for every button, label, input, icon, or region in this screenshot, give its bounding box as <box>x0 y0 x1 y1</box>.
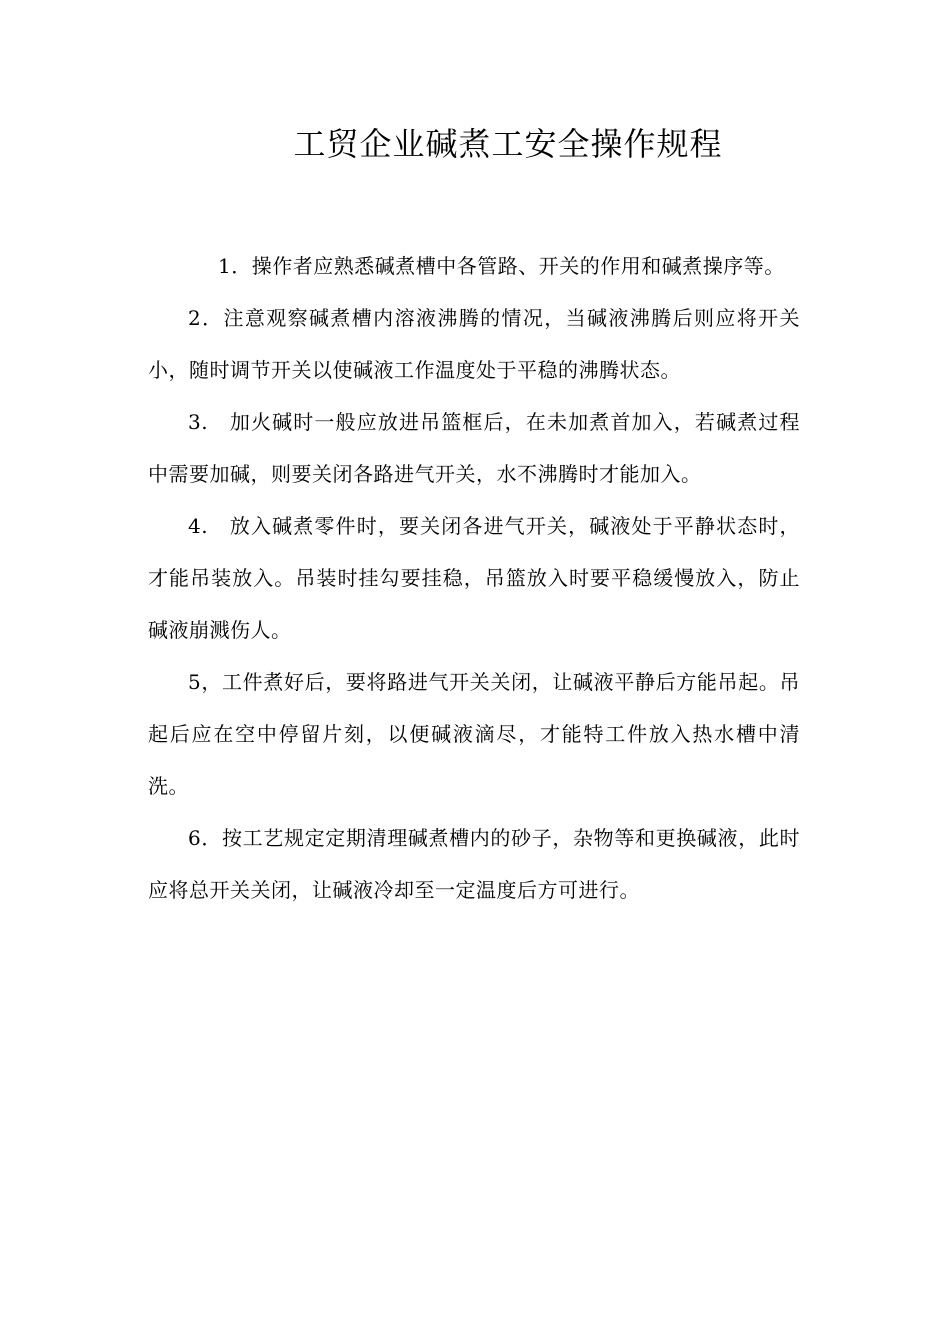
paragraph-4: 4. 放入碱煮零件时，要关闭各进气开关，碱液处于平静状态时，才能吊装放入。吊装时挂勾要挂稳，吊篮放入时要平稳缓慢放入，防止碱液崩溅伤人。 <box>148 514 800 642</box>
document-title: 工贸企业碱煮工安全操作规程 <box>293 125 723 163</box>
paragraph-2: 2．注意观察碱煮槽内溶液沸腾的情况，当碱液沸腾后则应将开关小，随时调节开关以使碱液工作温度处于平稳的沸腾状态。 <box>148 306 800 382</box>
paragraph-1: 1．操作者应熟悉碱煮槽中各管路、开关的作用和碱煮操序等。 <box>218 254 785 278</box>
document-body <box>148 240 800 916</box>
paragraph-5: 5，工件煮好后，要将路进气开关关闭，让碱液平静后方能吊起。吊起后应在空中停留片刻，以便碱液滴尽，才能特工件放入热水槽中清洗。 <box>148 670 800 798</box>
paragraph-3: 3. 加火碱时一般应放进吊篮框后，在未加煮首加入，若碱煮过程中需要加碱，则要关闭各路进气开关，水不沸腾时才能加入。 <box>148 410 800 486</box>
paragraph-6: 6．按工艺规定定期清理碱煮槽内的砂子，杂物等和更换碱液，此时应将总开关关闭，让碱液冷却至一定温度后方可进行。 <box>148 826 800 902</box>
